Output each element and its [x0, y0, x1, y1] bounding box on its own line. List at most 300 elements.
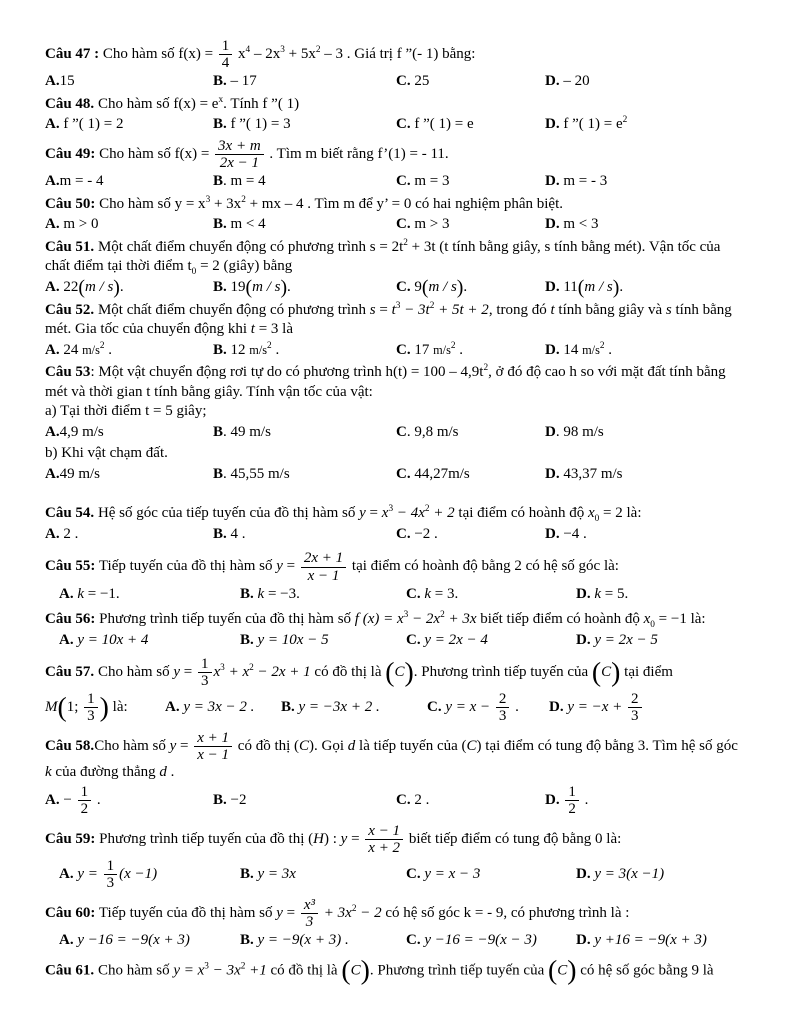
options-row [45, 341, 746, 361]
denominator: 3 [631, 707, 639, 724]
superscript: 2 [403, 237, 408, 248]
text-segment: f ”( 1) = 3 [226, 116, 291, 133]
paren: ) [113, 276, 120, 299]
math-italic: y = 2x − 4 [420, 631, 488, 648]
text-segment: = −1 là: [654, 611, 706, 628]
text-segment: tính bằng giây và [554, 301, 666, 318]
unit-text: m/s [582, 342, 600, 357]
question-text [45, 730, 746, 783]
math-italic: y [276, 558, 283, 575]
text-segment: −2 . [410, 525, 438, 542]
text-segment: Cho hàm số [94, 962, 174, 979]
text-segment: tại điểm [620, 664, 673, 681]
option-c [396, 465, 545, 485]
math-italic: M [45, 698, 58, 715]
text-segment: . [287, 278, 291, 295]
option-letter: B. [240, 865, 254, 882]
option-letter: C. [406, 932, 421, 949]
text-segment: . 45,55 m/s [223, 465, 290, 482]
option-b [213, 525, 396, 545]
text-segment: + 3t (t tính bằng giây, s tính bằng mét). Vận tốc của chất điểm tại thời điểm t [45, 238, 721, 275]
superscript: 2 [424, 504, 430, 515]
text-segment: 19 [226, 278, 246, 295]
label-bold: Câu 51. [45, 238, 95, 255]
option-letter: C. [396, 341, 411, 358]
paren: ) [612, 276, 620, 299]
option-a [59, 931, 240, 951]
option-a [45, 341, 213, 361]
text-segment: m = - 4 [59, 173, 104, 190]
option-letter: C. [427, 698, 442, 715]
subscript: 0 [191, 267, 197, 278]
paren-big: ) [360, 954, 370, 986]
numerator: 2 [496, 691, 510, 708]
option-letter: A. [45, 423, 60, 440]
question-text [45, 402, 746, 422]
options-row [45, 115, 746, 135]
math-italic: m / s [584, 278, 613, 295]
text-segment: . [463, 278, 468, 295]
question-text [45, 550, 746, 583]
label-bold: Câu 56: [45, 611, 96, 628]
text-segment: 14 [559, 341, 583, 358]
superscript: 3 [388, 504, 394, 515]
text-segment: ) : [323, 831, 341, 848]
question-text [45, 444, 746, 464]
math-italic: + x [224, 664, 250, 681]
math-italic: t [550, 301, 555, 318]
text-segment: b) Khi vật chạm đất. [45, 445, 168, 462]
text-segment: + mx – 4 . Tìm m để y’ = 0 có hai nghiệm phân biệt. [245, 195, 563, 212]
option-letter: A. [59, 585, 74, 602]
option-d [545, 525, 746, 545]
option-letter: A. [45, 278, 60, 295]
math-italic: − 2 [356, 905, 382, 922]
option-a [45, 465, 213, 485]
numerator: 1 [78, 784, 92, 801]
label-bold: Câu 61. [45, 962, 95, 979]
label-bold: Câu 49: [45, 146, 96, 162]
superscript: 3 [403, 610, 409, 621]
question-text [45, 238, 746, 277]
question-53 [45, 363, 746, 484]
option-a [165, 698, 281, 718]
text-segment: Cho hàm số f(x) = e [94, 95, 219, 112]
options-row [45, 215, 746, 235]
text-segment: 4 . [226, 525, 246, 542]
text-segment: là: [108, 698, 128, 715]
option-letter: C. [396, 216, 411, 233]
option-letter: A. [45, 465, 60, 482]
math-italic: y [173, 664, 181, 681]
text-segment: biết tiếp điểm có tung độ bằng 0 là: [405, 831, 622, 848]
option-letter: B [213, 423, 224, 440]
text-segment: . [271, 341, 280, 358]
label-bold: Câu 54. [45, 505, 95, 522]
text-segment: 17 [410, 341, 434, 358]
option-letter: B. [213, 525, 227, 542]
math-italic: k [594, 585, 602, 602]
text-segment: ) tại điểm có tung độ bằng 3. Tìm hệ số góc [476, 738, 738, 755]
math-italic: y = −x + [563, 698, 627, 715]
label-bold: Câu 50: [45, 195, 96, 212]
paren-big: ( [547, 954, 558, 986]
text-segment: f ”( 1) = e [559, 116, 623, 133]
math-italic: x [643, 611, 651, 628]
text-segment: Cho hàm số [94, 664, 174, 681]
numerator: x + 1 [194, 730, 232, 747]
text-segment: . 9,8 m/s [406, 423, 459, 440]
option-letter: D. [545, 278, 560, 295]
option-b [213, 215, 396, 235]
question-51 [45, 238, 746, 298]
subscript: 0 [650, 620, 655, 631]
option-c [427, 691, 549, 724]
math-italic: d [159, 764, 167, 781]
options-row [45, 585, 746, 605]
text-segment: – 2x [250, 46, 281, 63]
math-italic: − 4x [393, 505, 425, 522]
text-segment: biết tiếp điểm có hoành độ [476, 611, 644, 628]
denominator: 2 [80, 801, 89, 818]
math-italic: x [213, 664, 221, 681]
label-bold: Câu 57. [45, 664, 95, 681]
paren-big: ) [404, 657, 414, 689]
denominator: 3 [106, 874, 115, 891]
option-letter: C. [406, 585, 421, 602]
superscript: 2 [429, 300, 435, 311]
question-61 [45, 954, 746, 986]
text-segment: – 3 . Giá trị f ”(- 1) bằng: [320, 46, 476, 63]
question-text [45, 301, 746, 340]
text-segment: = [365, 505, 382, 522]
text-segment: – 17 [226, 73, 257, 90]
question-text [45, 363, 746, 402]
text-segment: x [234, 46, 246, 63]
math-italic: y = −3x + 2 . [294, 698, 380, 715]
option-letter: A. [45, 216, 60, 233]
math-italic: y = x [173, 962, 205, 979]
option-b [240, 631, 406, 651]
option-letter: B. [213, 73, 227, 90]
question-text [45, 38, 746, 71]
math-italic: y +16 = −9(x + 3) [590, 932, 707, 949]
unit-text: m/s [249, 342, 268, 357]
text-segment: có đồ thị là [266, 962, 342, 979]
option-c [396, 172, 545, 192]
math-italic: − 2x + 1 [253, 664, 311, 681]
math-italic: m / s [252, 278, 281, 295]
paren: ( [245, 276, 253, 299]
question-47 [45, 38, 746, 92]
math-italic: + 3x [444, 611, 477, 628]
denominator: 3 [305, 914, 314, 931]
text-segment: Tiếp tuyến của đồ thị hàm số [95, 558, 277, 575]
math-italic: y [276, 905, 283, 922]
text-segment: . [455, 341, 464, 358]
fraction [213, 138, 266, 171]
text-segment: = −3. [264, 585, 300, 602]
option-c [406, 931, 576, 951]
math-italic: k [77, 585, 85, 602]
question-text [45, 195, 746, 215]
paren-big: ( [57, 691, 67, 723]
text-segment: . Phương trình tiếp tuyến của [413, 664, 592, 681]
text-segment: Tiếp tuyến của đồ thị hàm số [95, 905, 277, 922]
question-55 [45, 550, 746, 604]
superscript: 3 [204, 961, 209, 972]
text-segment: là tiếp tuyến của ( [355, 738, 467, 755]
option-letter: B. [213, 216, 227, 233]
subscript: 0 [594, 514, 600, 525]
option-letter: C. [396, 116, 411, 133]
option-c [396, 341, 545, 361]
text-segment: m = 3 [410, 173, 450, 190]
option-a [45, 278, 213, 298]
math-italic: + 2 [429, 505, 455, 522]
option-a [45, 423, 213, 443]
text-segment: 4,9 m/s [59, 423, 104, 440]
math-italic: y = 10x − 5 [253, 631, 329, 648]
options-row [45, 525, 746, 545]
option-letter: A. [165, 698, 180, 715]
unit-text: m/s [433, 342, 451, 357]
option-letter: A. [45, 792, 60, 809]
fraction [299, 897, 320, 930]
option-d [576, 865, 746, 885]
math-italic: y [340, 831, 348, 848]
math-italic: + 5t + 2 [434, 301, 489, 318]
fraction [76, 784, 94, 817]
math-italic: C [557, 962, 568, 979]
text-segment: 15 [59, 73, 75, 90]
option-a [45, 525, 213, 545]
paren: ( [421, 276, 429, 299]
denominator: 3 [87, 707, 95, 724]
math-italic: C [350, 962, 361, 979]
numerator: 2x + 1 [301, 550, 346, 567]
text-segment: . [104, 341, 113, 358]
options-row [45, 784, 746, 817]
question-text [45, 610, 746, 630]
math-italic: s [665, 301, 672, 318]
question-text [45, 95, 746, 115]
text-segment: m > 0 [59, 216, 99, 233]
text-segment: = 3. [431, 585, 459, 602]
option-letter: B. [213, 278, 227, 295]
superscript: 2 [267, 340, 272, 351]
option-b [213, 341, 396, 361]
option-a [59, 631, 240, 651]
fraction [102, 858, 120, 891]
text-segment: = [375, 301, 392, 318]
denominator: 3 [201, 673, 209, 690]
option-c [406, 585, 576, 605]
math-italic: +1 [245, 962, 267, 979]
paren: ( [577, 276, 585, 299]
question-60 [45, 897, 746, 951]
option-a [45, 115, 213, 135]
option-d [545, 423, 746, 443]
superscript: x [218, 94, 224, 105]
question-text [45, 897, 746, 930]
text-segment: : Một vật chuyển động rơi tự do có phương trình h(t) = 100 – 4,9t [90, 364, 484, 381]
superscript: 2 [240, 961, 246, 972]
label-bold: Câu 52. [45, 301, 95, 318]
text-segment: − [59, 792, 76, 809]
paren-big: ( [591, 657, 602, 689]
option-b [213, 423, 396, 443]
text-segment: . Phương trình tiếp tuyến của [369, 962, 548, 979]
option-letter: D. [545, 116, 560, 133]
option-letter: D. [549, 698, 564, 715]
math-italic: d [347, 738, 356, 755]
text-segment: m < 4 [226, 216, 266, 233]
text-segment: 24 [59, 341, 83, 358]
question-57 [45, 656, 746, 724]
text-segment: = [347, 831, 364, 848]
math-italic: y = −9(x + 3) . [253, 932, 349, 949]
question-text [45, 138, 746, 171]
paren-big: ( [385, 657, 395, 689]
text-segment: m < 3 [559, 216, 599, 233]
options-row [45, 465, 746, 485]
options-row [45, 172, 746, 192]
option-letter: B. [213, 791, 227, 808]
math-italic: s [369, 301, 376, 318]
math-italic: k [257, 585, 265, 602]
text-segment: Một chất điểm chuyển động có phương trình [94, 301, 370, 318]
text-segment: . [93, 792, 101, 809]
text-segment: 22 [59, 278, 79, 295]
math-italic: y −16 = −9(x − 3) [420, 932, 537, 949]
label-bold: Câu 47 : [45, 46, 100, 63]
paren: ) [280, 276, 288, 299]
option-letter: D. [576, 865, 591, 882]
option-letter: A. [59, 631, 74, 648]
text-segment: = 5. [601, 585, 629, 602]
option-letter: A. [59, 865, 74, 882]
paren-big: ) [99, 691, 109, 723]
text-segment: 1; [66, 698, 83, 715]
option-letter: A. [59, 932, 74, 949]
math-italic: x [381, 505, 389, 522]
text-segment: tại điểm có hoành độ [454, 505, 588, 522]
math-italic: y = 3x [253, 865, 296, 882]
text-segment: . [604, 341, 613, 358]
denominator: x − 1 [197, 747, 230, 764]
text-segment: , ở đó độ cao h so với mặt đất tính bằng mét và thời gian t tính bằng giây. Tính vận tốc của vật: [45, 364, 726, 400]
option-b [281, 698, 427, 718]
option-a [45, 215, 213, 235]
option-c [396, 525, 545, 545]
text-segment: −2 [226, 791, 247, 808]
text-segment: . [580, 792, 589, 809]
text-segment: a) Tại thời điểm t = 5 giây; [45, 403, 207, 420]
option-d [549, 691, 746, 724]
math-italic: y = x − 3 [420, 865, 481, 882]
text-segment: 25 [410, 73, 430, 90]
option-d [545, 784, 746, 817]
option-letter: D. [545, 73, 560, 90]
option-d [545, 215, 746, 235]
numerator: 2 [628, 691, 642, 708]
text-segment: có đồ thị là [310, 664, 386, 681]
math-italic: k [424, 585, 432, 602]
fraction [192, 730, 234, 763]
unit-text: m/s [82, 342, 100, 357]
text-segment: ). Gọi [309, 738, 348, 755]
option-letter: C. [396, 278, 411, 295]
option-letter: B. [240, 932, 254, 949]
superscript: 2 [450, 340, 456, 351]
option-letter: A. [45, 116, 60, 133]
text-segment: = −1. [84, 585, 120, 602]
option-letter: D. [545, 525, 560, 542]
option-letter: C. [406, 865, 421, 882]
text-segment: . [119, 278, 124, 295]
fraction [217, 38, 235, 71]
option-a [45, 72, 213, 92]
option-a [45, 784, 213, 817]
option-b [213, 72, 396, 92]
option-a [45, 172, 213, 192]
math-italic: C [299, 738, 310, 755]
option-a [59, 585, 240, 605]
fraction [82, 691, 100, 724]
option-letter: B. [213, 116, 227, 133]
option-b [240, 865, 406, 885]
option-b [240, 585, 406, 605]
text-segment: – 20 [559, 73, 590, 90]
fraction [299, 550, 348, 583]
text-segment: tại điểm có hoành độ bằng 2 có hệ số góc là: [348, 558, 619, 575]
paren: ) [456, 276, 464, 299]
denominator: 2x − 1 [219, 155, 259, 172]
option-b [240, 931, 406, 951]
option-d [545, 465, 746, 485]
denominator: 4 [221, 55, 230, 72]
fraction [626, 691, 644, 724]
math-italic: y = 2x − 5 [590, 631, 658, 648]
option-b [213, 172, 396, 192]
math-italic: f (x) = x [354, 611, 404, 628]
superscript: 3 [395, 300, 401, 311]
fraction [494, 691, 512, 724]
option-letter: B. [281, 698, 295, 715]
text-segment: = [180, 664, 196, 681]
option-letter: D. [545, 465, 560, 482]
text-segment: Phương trình tiếp tuyến của đồ thị hàm số [95, 611, 355, 628]
options-row [45, 631, 746, 651]
paren: ( [78, 276, 85, 299]
superscript: 3 [220, 663, 225, 674]
option-letter: D. [576, 631, 591, 648]
question-49 [45, 138, 746, 192]
text-segment: = 2 là: [599, 505, 642, 522]
numerator: 1 [198, 656, 212, 673]
text-segment: = [282, 558, 299, 575]
math-italic: y [359, 505, 366, 522]
option-d [545, 341, 746, 361]
option-letter: C. [396, 791, 411, 808]
option-b [213, 465, 396, 485]
text-segment: có hệ số góc k = - 9, có phương trình là : [381, 905, 630, 922]
option-letter: B. [240, 631, 254, 648]
text-segment: Hệ số góc của tiếp tuyến của đồ thị hàm số [94, 505, 360, 522]
math-italic: y = [73, 865, 102, 882]
text-segment: 44,27m/s [410, 465, 470, 482]
